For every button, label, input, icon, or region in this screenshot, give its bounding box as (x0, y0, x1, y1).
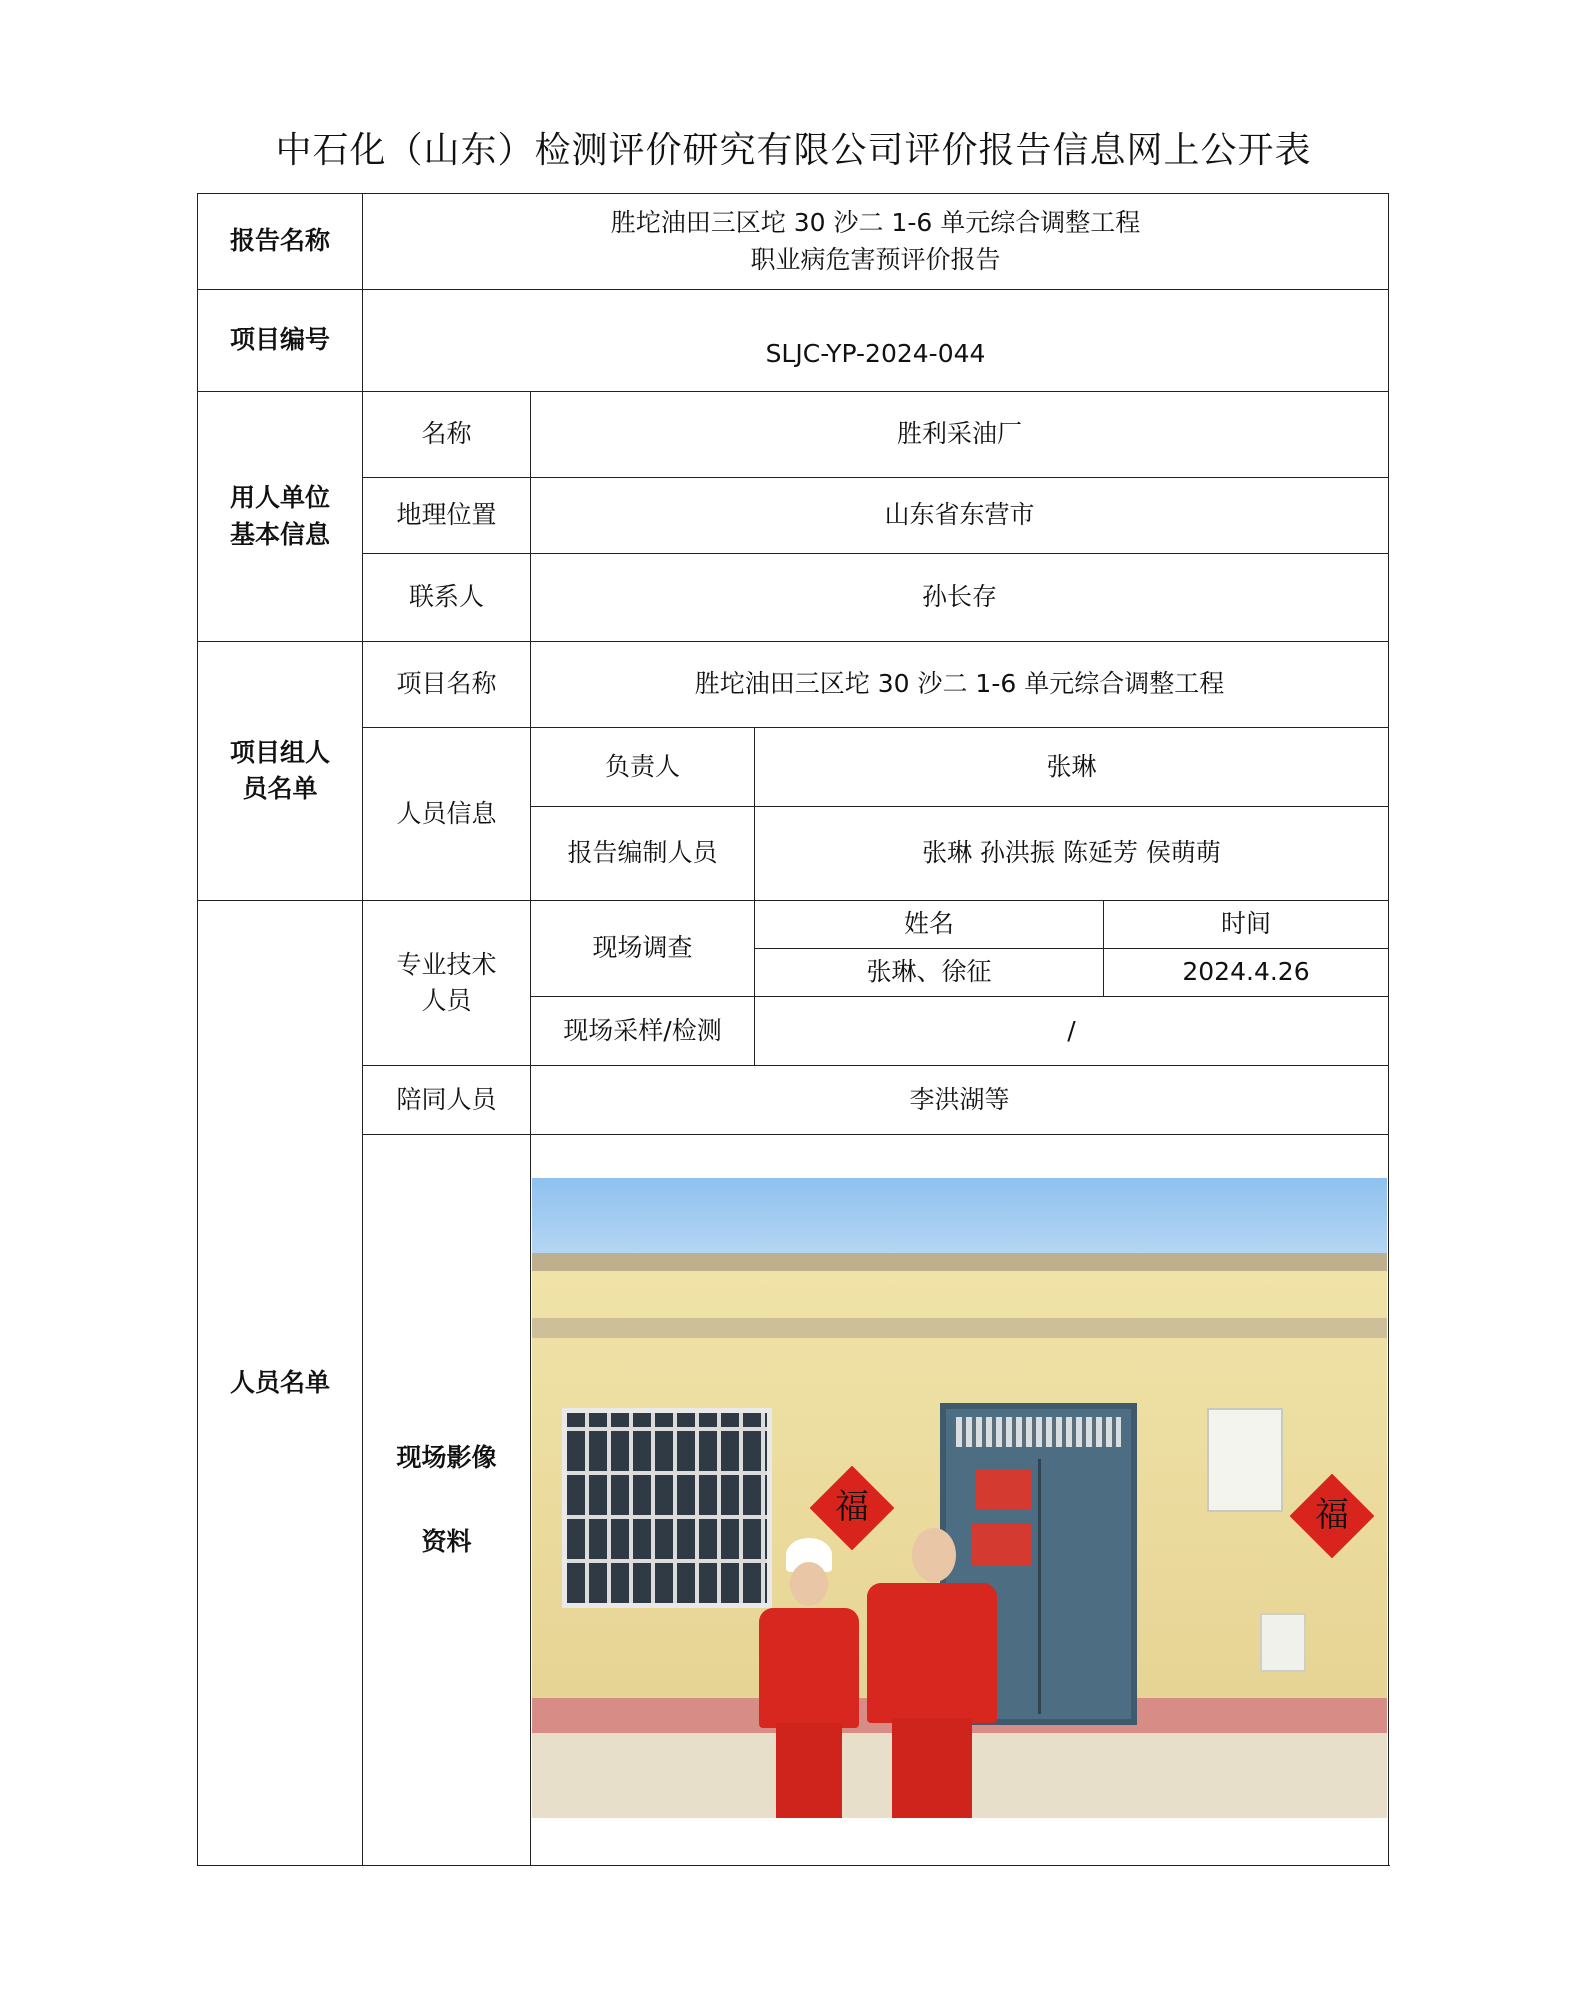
survey-label: 现场调查 (531, 901, 755, 997)
photo-meter-box (1260, 1613, 1306, 1672)
project-no-label: 项目编号 (198, 290, 363, 392)
accompany-label: 陪同人员 (363, 1066, 531, 1135)
photo-person-right-body (867, 1583, 997, 1723)
photo-door-split (1038, 1459, 1041, 1714)
project-team-label-line1: 项目组人 (229, 737, 330, 767)
project-no-value: SLJC-YP-2024-044 (363, 290, 1389, 392)
report-name-label: 报告名称 (198, 194, 363, 290)
employer-label (198, 392, 363, 642)
accompany-value: 李洪湖等 (531, 1066, 1389, 1135)
sampling-value: / (755, 997, 1389, 1066)
tech-staff-label-line2: 人员 (421, 986, 472, 1015)
fu-decoration-left: 福 (810, 1466, 895, 1551)
project-team-label-line2: 员名单 (242, 774, 318, 803)
employer-label-line2: 基本信息 (229, 519, 330, 549)
photo-wall-box (1207, 1408, 1283, 1512)
photo-person-left-head (790, 1562, 828, 1606)
leader-value: 张琳 (755, 728, 1389, 807)
disclosure-table (197, 193, 1389, 1866)
personnel-label: 人员名单 (198, 901, 363, 1866)
page-title: 中石化（山东）检测评价研究有限公司评价报告信息网上公开表 (275, 130, 1312, 171)
leader-label: 负责人 (531, 728, 755, 807)
photo-door-sign-1 (976, 1469, 1031, 1509)
photo-person-left-legs (776, 1723, 842, 1818)
employer-name-value: 胜利采油厂 (531, 392, 1389, 478)
tech-staff-label (363, 901, 531, 1066)
photo-window (562, 1408, 772, 1608)
project-team-label (198, 642, 363, 901)
tech-staff-label-line1: 专业技术 (396, 949, 497, 979)
report-name-line1: 胜坨油田三区坨 30 沙二 1-6 单元综合调整工程 (610, 208, 1141, 238)
photo-roof (532, 1253, 1387, 1271)
project-name-value: 胜坨油田三区坨 30 沙二 1-6 单元综合调整工程 (531, 642, 1389, 728)
photo-person-left-body (759, 1608, 859, 1728)
sampling-label: 现场采样/检测 (531, 997, 755, 1066)
project-name-label: 项目名称 (363, 642, 531, 728)
survey-names: 张琳、徐征 (755, 949, 1104, 997)
photo-door-transom (956, 1417, 1121, 1447)
staff-info-label: 人员信息 (363, 728, 531, 901)
survey-date: 2024.4.26 (1104, 949, 1389, 997)
editors-value: 张琳 孙洪振 陈延芳 侯萌萌 (755, 807, 1389, 901)
editors-label: 报告编制人员 (531, 807, 755, 901)
photo-person-right-legs (892, 1718, 972, 1818)
site-photo-label-line2: 资料 (421, 1527, 472, 1556)
employer-location-label: 地理位置 (363, 478, 531, 554)
report-name-value (363, 194, 1389, 290)
photo-person-right-head (912, 1528, 956, 1582)
fu-decoration-right: 福 (1290, 1474, 1375, 1559)
col-time-header: 时间 (1104, 901, 1389, 949)
employer-contact-value: 孙长存 (531, 554, 1389, 642)
site-photo-cell (531, 1135, 1389, 1866)
col-name-header: 姓名 (755, 901, 1104, 949)
site-photo-label (363, 1135, 531, 1866)
photo-sky (532, 1178, 1387, 1258)
photo-person-left (754, 1538, 864, 1818)
site-photo-label-line1: 现场影像 (396, 1442, 497, 1472)
employer-contact-label: 联系人 (363, 554, 531, 642)
report-name-line2: 职业病危害预评价报告 (750, 244, 1001, 274)
photo-eave (532, 1318, 1387, 1338)
site-photo (532, 1178, 1387, 1818)
photo-person-right (862, 1528, 1002, 1818)
employer-location-value: 山东省东营市 (531, 478, 1389, 554)
employer-label-line1: 用人单位 (229, 483, 330, 513)
employer-name-label: 名称 (363, 392, 531, 478)
